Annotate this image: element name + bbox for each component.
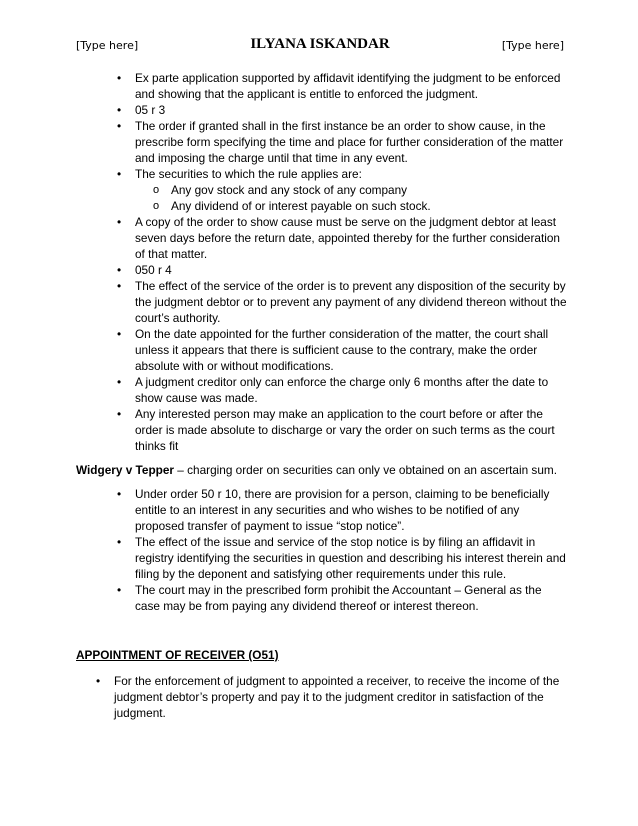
list-item-text: The securities to which the rule applies are: [135,167,362,181]
sub-list-item: o Any dividend of or interest payable on such stock. [171,198,568,214]
list-item: • Ex parte application supported by affidavit identifying the judgment to be enforced and showing that the applicant is entitle to enforced the judgment. [135,70,568,102]
list-item: • A copy of the order to show cause must be serve on the judgment debtor at least seven days before the return date, appointed thereby for the further consideration of that matter. [135,214,568,262]
list-item: • The effect of the service of the order is to prevent any disposition of the security by the judgment debtor or to prevent any payment of any dividend thereon without the court’s authority. [135,278,568,326]
bullet-list-receiver [76,673,568,721]
header-left-placeholder[interactable]: [Type here] [76,39,139,52]
list-item: • The court may in the prescribed form prohibit the Accountant – General as the case may be from paying any dividend thereof or interest thereon. [135,582,568,614]
section-heading: APPOINTMENT OF RECEIVER (O51) [76,648,279,662]
case-paragraph [76,462,568,478]
list-item-securities [135,166,568,214]
list-item: • 05 r 3 [135,102,568,118]
list-item: • For the enforcement of judgment to appointed a receiver, to receive the income of the judgment debtor’s property and pay it to the judgment creditor in satisfaction of the judgment. [114,673,568,721]
list-item: • On the date appointed for the further consideration of the matter, the court shall unless it appears that there is sufficient cause to the contrary, make the order absolute with or without modifications. [135,326,568,374]
case-text: – charging order on securities can only ve obtained on an ascertain sum. [174,463,557,477]
list-item: • 050 r 4 [135,262,568,278]
header-title: ILYANA ISKANDAR [250,36,390,52]
list-item: • Any interested person may make an application to the court before or after the order is made absolute to discharge or vary the order on such terms as the court thinks fit [135,406,568,454]
case-name: Widgery v Tepper [76,463,175,477]
document-body [76,70,568,721]
bullet-list-procedure [76,70,568,454]
list-item: • The effect of the issue and service of the stop notice is by filing an affidavit in registry identifying the securities in question and describing his interest therein and filing by the deponent and satisfying other requirements under this rule. [135,534,568,582]
list-item: • The order if granted shall in the first instance be an order to show cause, in the prescribe form specifying the time and place for further consideration of the matter and imposing the charge until that time in any event. [135,118,568,166]
header-right-placeholder[interactable]: [Type here] [501,39,564,52]
bullet-list-stop-notice [76,486,568,614]
page-header [76,36,564,56]
sub-bullet-list [135,182,568,214]
sub-list-item: o Any gov stock and any stock of any company [171,182,568,198]
list-item: • Under order 50 r 10, there are provision for a person, claiming to be beneficially entitle to an interest in any securities and who wishes to be notified of any proposed transfer of payment to issue “stop notice”. [135,486,568,534]
list-item: • A judgment creditor only can enforce the charge only 6 months after the date to show cause was made. [135,374,568,406]
